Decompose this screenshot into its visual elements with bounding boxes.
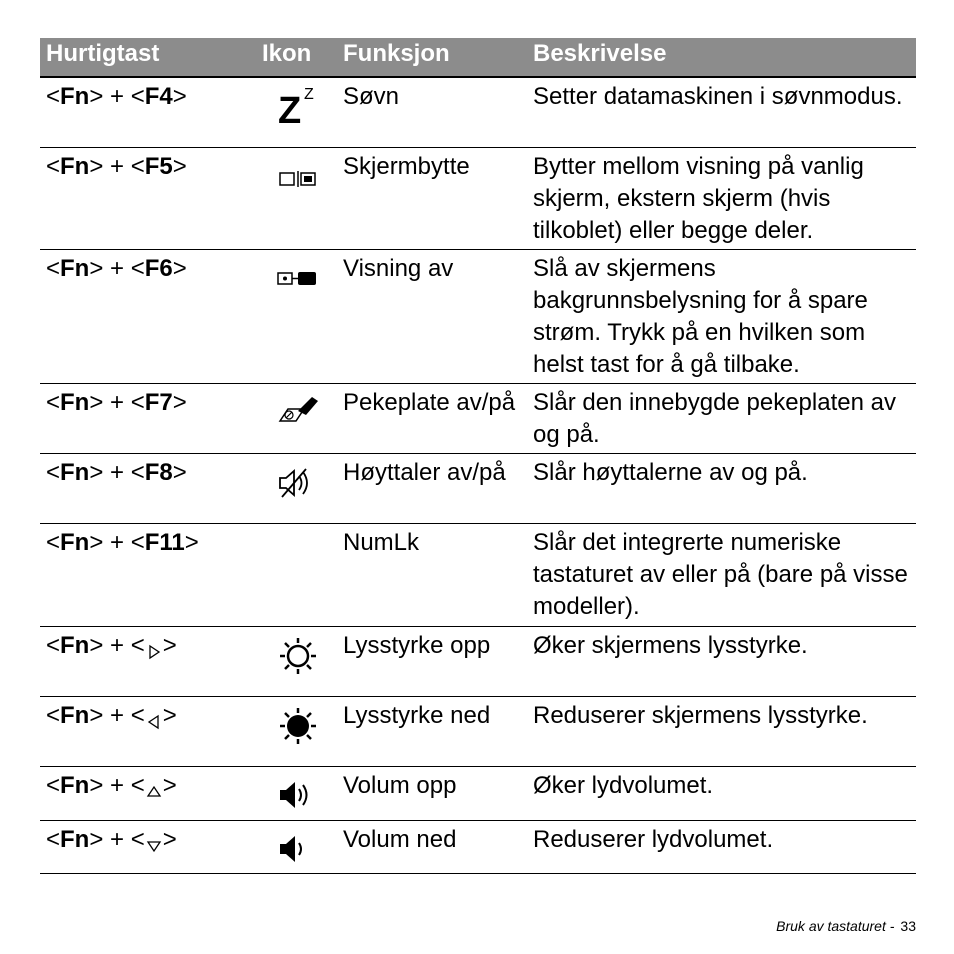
function-name: NumLk <box>343 529 420 556</box>
description: Øker lydvolumet. <box>533 772 714 799</box>
table-row <box>40 524 916 627</box>
svg-text:Z: Z <box>278 90 302 131</box>
header-icon: Ikon <box>262 40 312 67</box>
page-footer <box>776 918 916 934</box>
table-row <box>40 697 916 767</box>
footer-section: Bruk av tastaturet - <box>776 918 895 934</box>
function-name: Lysstyrke ned <box>343 702 491 729</box>
table-row <box>40 627 916 697</box>
table-row <box>40 821 916 874</box>
shortcut: <Fn> + <F7> <box>46 389 187 416</box>
function-name: Volum ned <box>343 826 457 853</box>
page-number: 33 <box>900 918 916 934</box>
description: Slår høyttalerne av og på. <box>533 459 808 486</box>
brightness-down-icon <box>268 700 328 750</box>
function-name: Volum opp <box>343 772 457 799</box>
sleep-zz-icon <box>268 81 328 131</box>
header-function: Funksjon <box>343 40 450 67</box>
function-name: Høyttaler av/på <box>343 459 506 486</box>
description: Øker skjermens lysstyrke. <box>533 632 808 659</box>
shortcut: <Fn> + <F11> <box>46 529 199 556</box>
description: Reduserer lydvolumet. <box>533 826 774 853</box>
description: Slår den innebygde pekeplaten av og på. <box>533 389 896 448</box>
left-arrow-icon <box>145 708 163 726</box>
function-name: Søvn <box>343 83 400 110</box>
hotkey-table <box>40 38 916 874</box>
description: Reduserer skjermens lysstyrke. <box>533 702 868 729</box>
function-name: Pekeplate av/på <box>343 389 516 416</box>
touchpad-toggle-icon <box>268 387 328 437</box>
header-shortcut: Hurtigtast <box>46 40 160 67</box>
down-arrow-icon <box>145 832 163 850</box>
table-row <box>40 454 916 524</box>
display-off-icon <box>268 253 328 303</box>
table-row <box>40 78 916 148</box>
table-row <box>40 767 916 821</box>
shortcut: <Fn> + <F6> <box>46 255 187 282</box>
description: Slår det integrerte numeriske tastaturet av eller på (bare på visse modeller). <box>533 529 908 620</box>
display-toggle-icon <box>268 151 328 201</box>
up-arrow-icon <box>145 778 163 796</box>
speaker-toggle-icon <box>268 457 328 507</box>
svg-text:Z: Z <box>304 86 314 103</box>
function-name: Lysstyrke opp <box>343 632 491 659</box>
description: Setter datamaskinen i søvnmodus. <box>533 83 903 110</box>
volume-down-icon <box>268 824 328 874</box>
description: Bytter mellom visning på vanlig skjerm, ekstern skjerm (hvis tilkoblet) eller begge deler. <box>533 153 864 244</box>
header-description: Beskrivelse <box>533 40 667 67</box>
table-row <box>40 148 916 250</box>
function-name: Visning av <box>343 255 454 282</box>
table-header <box>40 38 916 78</box>
volume-up-icon <box>268 770 328 820</box>
shortcut: <Fn> + < > <box>46 826 177 853</box>
table-row <box>40 250 916 384</box>
shortcut: <Fn> + <F5> <box>46 153 187 180</box>
right-arrow-icon <box>145 638 163 656</box>
shortcut: <Fn> + <F8> <box>46 459 187 486</box>
table-row <box>40 384 916 454</box>
shortcut: <Fn> + < > <box>46 702 177 729</box>
function-name: Skjermbytte <box>343 153 470 180</box>
brightness-up-icon <box>268 630 328 680</box>
shortcut: <Fn> + < > <box>46 632 177 659</box>
description: Slå av skjermens bakgrunnsbelysning for å spare strøm. Trykk på en hvilken som helst tast for å gå tilbake. <box>533 255 868 378</box>
shortcut: <Fn> + < > <box>46 772 177 799</box>
shortcut: <Fn> + <F4> <box>46 83 187 110</box>
